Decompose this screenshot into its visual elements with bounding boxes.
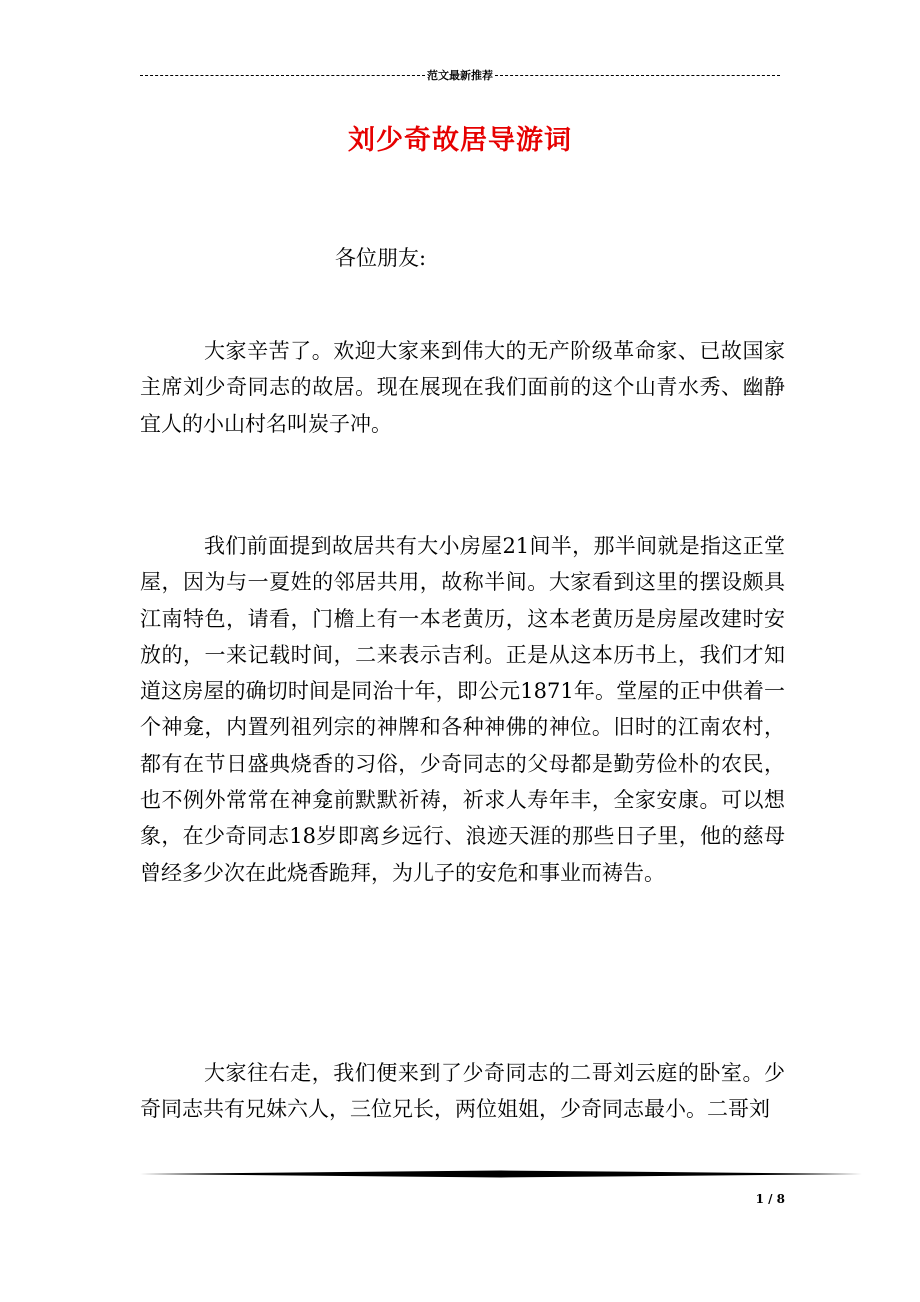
page-number: 1 / 8	[755, 1192, 785, 1206]
header-dash-left	[140, 75, 425, 76]
document-title: 刘少奇故居导游词	[348, 125, 572, 156]
page-header	[140, 66, 780, 84]
header-label: 范文最新推荐	[427, 69, 493, 82]
footer-rule	[140, 1170, 862, 1178]
greeting: 各位朋友:	[335, 246, 427, 270]
paragraph: 我们前面提到故居共有大小房屋21间半，那半间就是指这正堂屋，因为与一夏姓的邻居共用，故称半间。大家看到这里的摆设颇具江南特色，请看，门檐上有一本老黄历，这本老黄历是房屋改建时安放的，一来记载时间，二来表示吉利。正是从这本历书上，我们才知道这房屋的确切时间是同治十年，即公元1871年。堂屋的正中供着一个神龛，内置列祖列宗的神牌和各种神佛的神位。旧时的江南农村，都有在节日盛典烧香的习俗，少奇同志的父母都是勤劳俭朴的农民，也不例外常常在神龛前默默祈祷，祈求人寿年丰，全家安康。可以想象，在少奇同志18岁即离乡远行、浪迹天涯的那些日子里，他的慈母曾经多少次在此烧香跪拜，为儿子的安危和事业而祷告。	[140, 534, 785, 885]
header-dash-right	[495, 75, 780, 76]
paragraph: 大家往右走，我们便来到了少奇同志的二哥刘云庭的卧室。少奇同志共有兄妹六人，三位兄长，两位姐姐，少奇同志最小。二哥刘	[140, 1061, 785, 1122]
paragraph: 大家辛苦了。欢迎大家来到伟大的无产阶级革命家、已故国家主席刘少奇同志的故居。现在展现在我们面前的这个山青水秀、幽静宜人的小山村名叫炭子冲。	[140, 339, 785, 436]
